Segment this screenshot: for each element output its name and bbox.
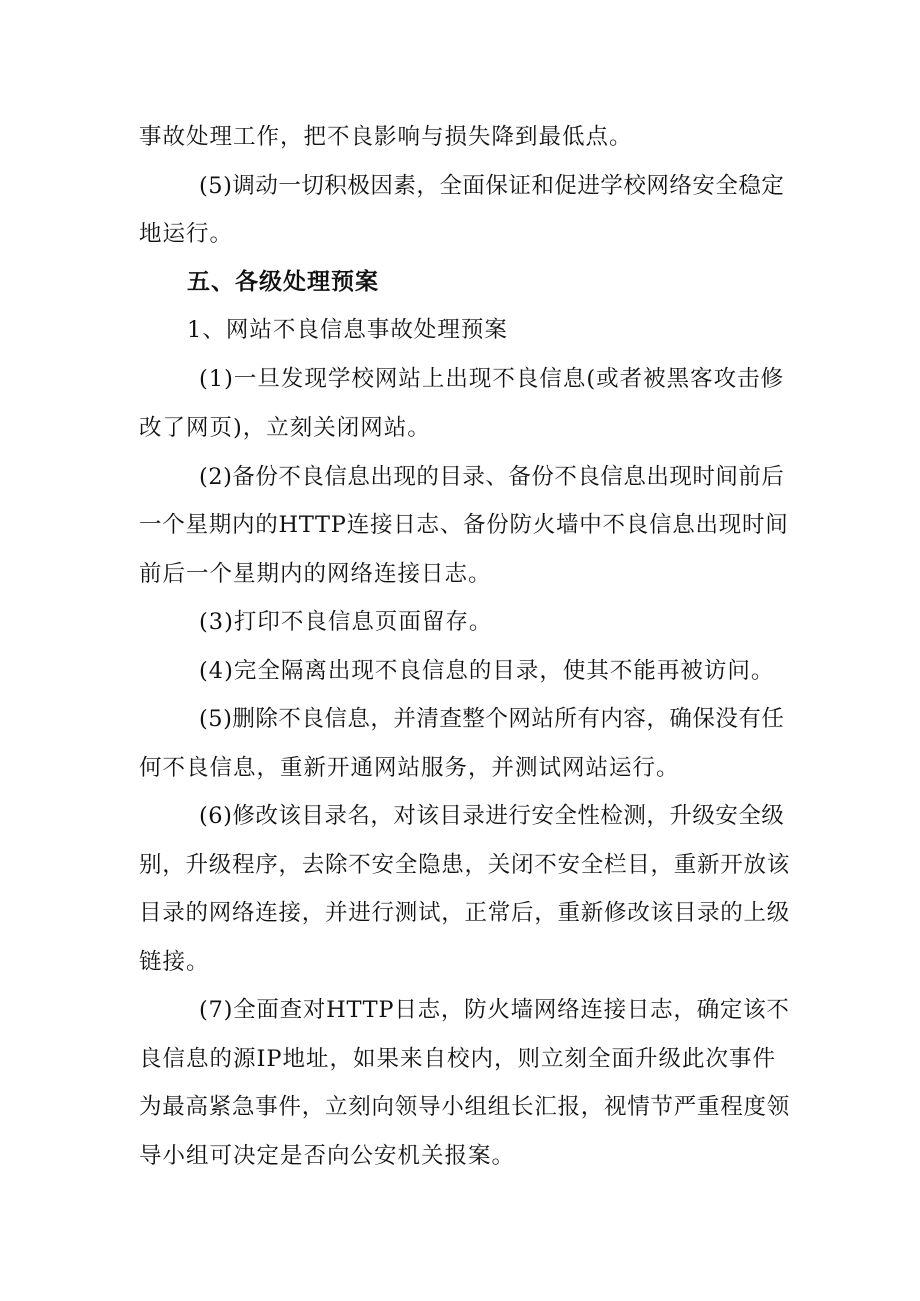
text-line: 目录的网络连接，并进行测试，正常后，重新修改该目录的上级 bbox=[139, 900, 791, 926]
section-heading: 五、各级处理预案 bbox=[187, 269, 379, 295]
text-line: 一个星期内的HTTP连接日志、备份防火墙中不良信息出现时间 bbox=[139, 512, 789, 538]
text-line: (5)删除不良信息，并清查整个网站所有内容，确保没有任 bbox=[199, 706, 785, 732]
text-line: 何不良信息，重新开通网站服务，并测试网站运行。 bbox=[139, 755, 680, 781]
text-line: (2)备份不良信息出现的目录、备份不良信息出现时间前后 bbox=[199, 464, 785, 490]
text-line: 链接。 bbox=[139, 949, 210, 975]
text-line: 前后一个星期内的网络连接日志。 bbox=[139, 561, 492, 587]
text-line: 改了网页)，立刻关闭网站。 bbox=[139, 415, 431, 441]
text-line: (6)修改该目录名，对该目录进行安全性检测，升级安全级 bbox=[199, 803, 785, 829]
text-line: 导小组可决定是否向公安机关报案。 bbox=[139, 1143, 516, 1169]
text-line: 事故处理工作，把不良影响与损失降到最低点。 bbox=[139, 124, 633, 150]
text-line: (5)调动一切积极因素，全面保证和促进学校网络安全稳定 bbox=[199, 173, 785, 199]
text-line: (1)一旦发现学校网站上出现不良信息(或者被黑客攻击修 bbox=[199, 366, 785, 392]
text-line: 地运行。 bbox=[139, 221, 234, 247]
text-line: (4)完全隔离出现不良信息的目录，使其不能再被访问。 bbox=[199, 658, 775, 684]
text-line: 为最高紧急事件，立刻向领导小组组长汇报，视情节严重程度领 bbox=[139, 1094, 791, 1120]
text-line: 良信息的源IP地址，如果来自校内，则立刻全面升级此次事件 bbox=[139, 1046, 777, 1072]
text-line: (7)全面查对HTTP日志，防火墙网络连接日志，确定该不 bbox=[199, 997, 790, 1023]
text-line: (3)打印不良信息页面留存。 bbox=[199, 609, 493, 635]
text-line: 别，升级程序，去除不安全隐患，关闭不安全栏目，重新开放该 bbox=[139, 852, 791, 878]
subsection-heading: 1、网站不良信息事故处理预案 bbox=[187, 317, 508, 343]
